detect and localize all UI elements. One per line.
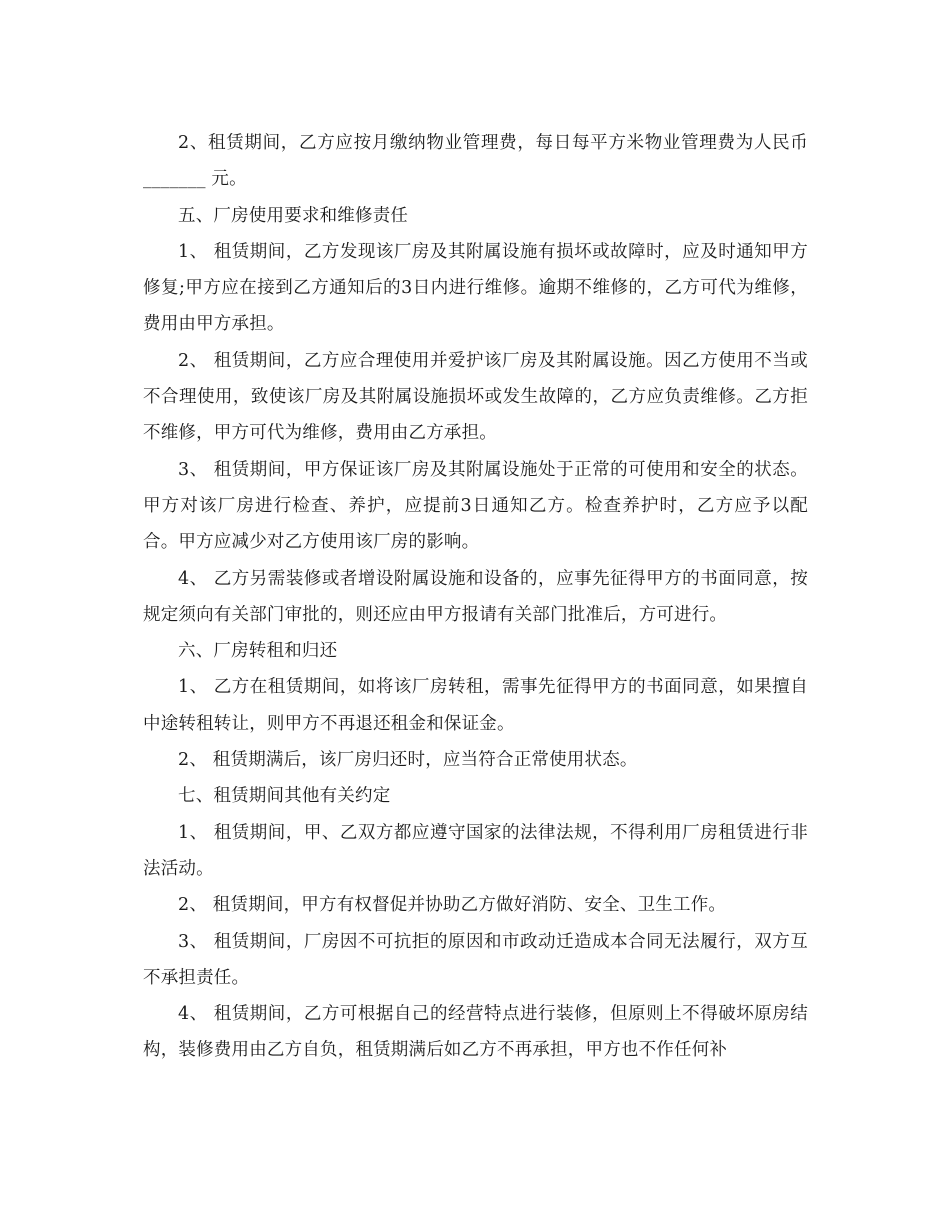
paragraph-clause-2-property-fee: 2、租赁期间，乙方应按月缴纳物业管理费，每日每平方米物业管理费为人民币 _______ 元。 bbox=[143, 133, 814, 190]
paragraph-7-1: 1、 租赁期间，甲、乙双方都应遵守国家的法律法规，不得利用厂房租赁进行非法活动。 bbox=[143, 822, 808, 879]
section-heading-6: 六、厂房转租和归还 bbox=[178, 641, 338, 662]
section-heading-7: 七、租赁期间其他有关约定 bbox=[178, 786, 391, 807]
paragraph-5-1: 1、 租赁期间，乙方发现该厂房及其附属设施有损坏或故障时，应及时通知甲方修复;甲方应在接到乙方通知后的3日内进行维修。逾期不维修的，乙方可代为维修，费用由甲方承担。 bbox=[143, 241, 808, 335]
paragraph-5-3: 3、 租赁期间，甲方保证该厂房及其附属设施处于正常的可使用和安全的状态。甲方对该厂房进行检查、养护，应提前3日通知乙方。检查养护时，乙方应予以配合。甲方应减少对乙方使用该厂房的影响。 bbox=[143, 459, 808, 553]
paragraph-7-4: 4、 租赁期间，乙方可根据自己的经营特点进行装修，但原则上不得破坏原房结构，装修费用由乙方自负，租赁期满后如乙方不再承担，甲方也不作任何补 bbox=[143, 1004, 808, 1061]
paragraph-6-2: 2、 租赁期满后，该厂房归还时，应当符合正常使用状态。 bbox=[178, 750, 638, 771]
section-heading-5: 五、厂房使用要求和维修责任 bbox=[178, 205, 409, 226]
document-body bbox=[143, 125, 814, 1069]
paragraph-7-3: 3、 租赁期间，厂房因不可抗拒的原因和市政动迁造成本合同无法履行，双方互不承担责任。 bbox=[143, 931, 808, 988]
paragraph-6-1: 1、 乙方在租赁期间，如将该厂房转租，需事先征得甲方的书面同意，如果擅自中途转租转让，则甲方不再退还租金和保证金。 bbox=[143, 677, 808, 734]
paragraph-5-2: 2、 租赁期间，乙方应合理使用并爱护该厂房及其附属设施。因乙方使用不当或不合理使用，致使该厂房及其附属设施损坏或发生故障的，乙方应负责维修。乙方拒不维修，甲方可代为维修，费用由乙方承担。 bbox=[143, 350, 808, 444]
paragraph-5-4: 4、 乙方另需装修或者增设附属设施和设备的，应事先征得甲方的书面同意，按规定须向有关部门审批的，则还应由甲方报请有关部门批准后，方可进行。 bbox=[143, 568, 808, 625]
paragraph-7-2: 2、 租赁期间，甲方有权督促并协助乙方做好消防、安全、卫生工作。 bbox=[178, 895, 727, 916]
